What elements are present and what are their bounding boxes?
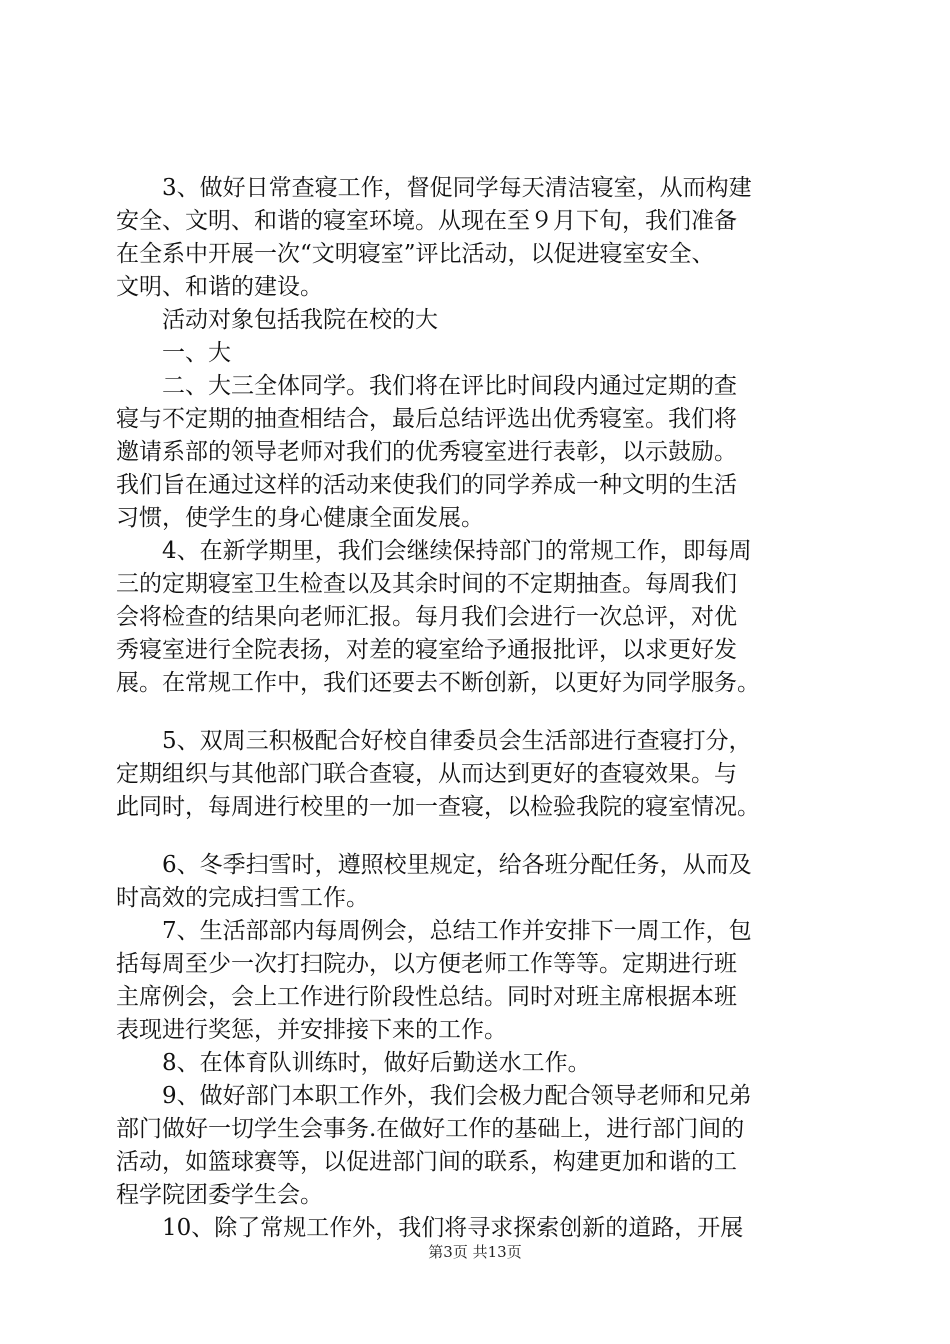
text-line: 主席例会，会上工作进行阶段性总结。同时对班主席根据本班 (116, 984, 737, 1010)
text-line: 8、在体育队训练时，做好后勤送水工作。 (116, 1050, 591, 1076)
text-line: 邀请系部的领导老师对我们的优秀寝室进行表彰，以示鼓励。 (116, 439, 737, 465)
text-line: 程学院团委学生会。 (116, 1182, 323, 1208)
text-line: 4、在新学期里，我们会继续保持部门的常规工作，即每周 (116, 538, 752, 564)
text-line: 在全系中开展一次“文明寝室”评比活动，以促进寝室安全、 (116, 241, 715, 267)
text-line: 秀寝室进行全院表扬，对差的寝室给予通报批评，以求更好发 (116, 637, 737, 663)
paragraph-gap (116, 824, 836, 849)
text-line: 活动，如篮球赛等，以促进部门间的联系，构建更加和谐的工 (116, 1149, 737, 1175)
page-footer: 第3页 共13页 (428, 1243, 522, 1261)
text-line: 5、双周三积极配合好校自律委员会生活部进行查寝打分， (116, 728, 752, 754)
text-line: 安全、文明、和谐的寝室环境。从现在至９月下旬，我们准备 (116, 208, 737, 234)
text-line: 9、做好部门本职工作外，我们会极力配合领导老师和兄弟 (116, 1083, 752, 1109)
text-line: 7、生活部部内每周例会，总结工作并安排下一周工作，包 (116, 918, 752, 944)
text-line: 习惯，使学生的身心健康全面发展。 (116, 505, 484, 531)
text-line: 一、大 (116, 340, 231, 366)
document-body (116, 172, 836, 1245)
text-line: 3、做好日常查寝工作，督促同学每天清洁寝室，从而构建 (116, 175, 752, 201)
text-line: 部门做好一切学生会事务.在做好工作的基础上，进行部门间的 (116, 1116, 745, 1142)
text-line: 会将检查的结果向老师汇报。每月我们会进行一次总评，对优 (116, 604, 737, 630)
text-line: 定期组织与其他部门联合查寝，从而达到更好的查寝效果。与 (116, 761, 737, 787)
text-line: 表现进行奖惩，并安排接下来的工作。 (116, 1017, 507, 1043)
text-line: 括每周至少一次打扫院办，以方便老师工作等等。定期进行班 (116, 951, 737, 977)
text-line: 三的定期寝室卫生检查以及其余时间的不定期抽查。每周我们 (116, 571, 737, 597)
text-line: 寝与不定期的抽查相结合，最后总结评选出优秀寝室。我们将 (116, 406, 737, 432)
text-line: 我们旨在通过这样的活动来使我们的同学养成一种文明的生活 (116, 472, 737, 498)
text-line: 时高效的完成扫雪工作。 (116, 885, 369, 911)
text-line: 6、冬季扫雪时，遵照校里规定，给各班分配任务，从而及 (116, 852, 752, 878)
text-line: 此同时，每周进行校里的一加一查寝，以检验我院的寝室情况。 (116, 794, 760, 820)
text-line: 展。在常规工作中，我们还要去不断创新，以更好为同学服务。 (116, 670, 760, 696)
text-line: 活动对象包括我院在校的大 (116, 307, 438, 333)
text-line: 二、大三全体同学。我们将在评比时间段内通过定期的查 (116, 373, 737, 399)
paragraph-gap (116, 700, 836, 725)
text-line: 文明、和谐的建设。 (116, 274, 323, 300)
text-line: 10、除了常规工作外，我们将寻求探索创新的道路，开展 (116, 1215, 744, 1241)
